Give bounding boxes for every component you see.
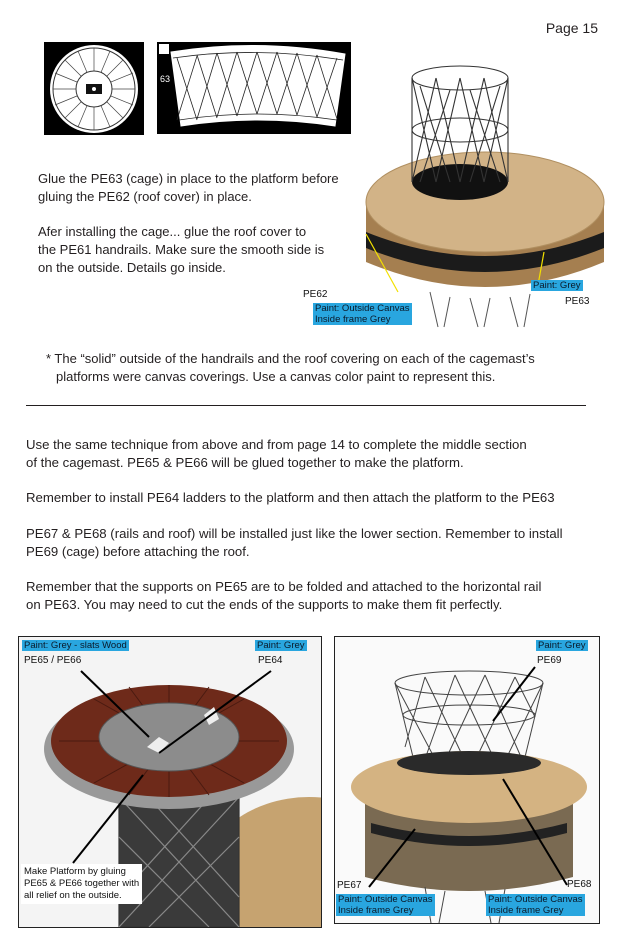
platform-cage-illustration [360,62,610,332]
round-part-thumbnail [44,42,144,135]
instruction-paragraph-3: Use the same technique from above and from page 14 to complete the middle section of the cagemast. PE65 & PE66 will be glued together to make the platform. [26,437,527,470]
instruction-paragraph-1: Glue the PE63 (cage) in place to the platform before gluing the PE62 (roof cover) in place. [38,171,339,204]
instruction-paragraph-5: PE67 & PE68 (rails and roof) will be installed just like the lower section. Remember to install PE69 (cage) before attaching the roof. [26,526,563,559]
platform-caption: Make Platform by gluing PE65 & PE66 together with all relief on the outside. [21,864,142,904]
part-number-label: 63 [160,74,171,84]
pe65-66-label: PE65 / PE66 [24,655,82,666]
paint-canvas-label-left: Paint: Outside Canvas Inside frame Grey [338,894,433,916]
canvas-note: * The “solid” outside of the handrails and the roof covering on each of the cagemast’s platforms were canvas coverings. Use a canvas color paint to represent this. [46,351,535,384]
pe64-label: PE64 [258,655,283,666]
paint-canvas-label: Paint: Outside Canvas Inside frame Grey [315,303,410,325]
pe63-label: PE63 [565,296,590,307]
page-number: Page 15 [545,20,598,36]
paint-slats-label: Paint: Grey - slats Wood [24,640,127,651]
cage-roof-photo [334,636,600,924]
paint-canvas-label-right: Paint: Outside Canvas Inside frame Grey [488,894,583,916]
paint-grey-label-3: Paint: Grey [538,640,586,651]
paint-grey-label-2: Paint: Grey [257,640,305,651]
pe68-label: PE68 [567,879,592,890]
cage-part-thumbnail [157,42,351,134]
paint-grey-label: Paint: Grey [533,280,581,291]
instruction-paragraph-6: Remember that the supports on PE65 are to be folded and attached to the horizontal rail on PE63. You may need to cut the ends of the supports to make them fit perfectly. [26,579,542,612]
pe67-label: PE67 [337,880,362,891]
pe69-label: PE69 [537,655,562,666]
pe62-label: PE62 [303,289,328,300]
section-divider [26,405,586,406]
instruction-paragraph-2: Afer installing the cage... glue the roof cover to the PE61 handrails. Make sure the smooth side is on the outside. Details go inside. [38,224,325,275]
instruction-paragraph-4: Remember to install PE64 ladders to the platform and then attach the platform to the PE63 [26,490,555,505]
